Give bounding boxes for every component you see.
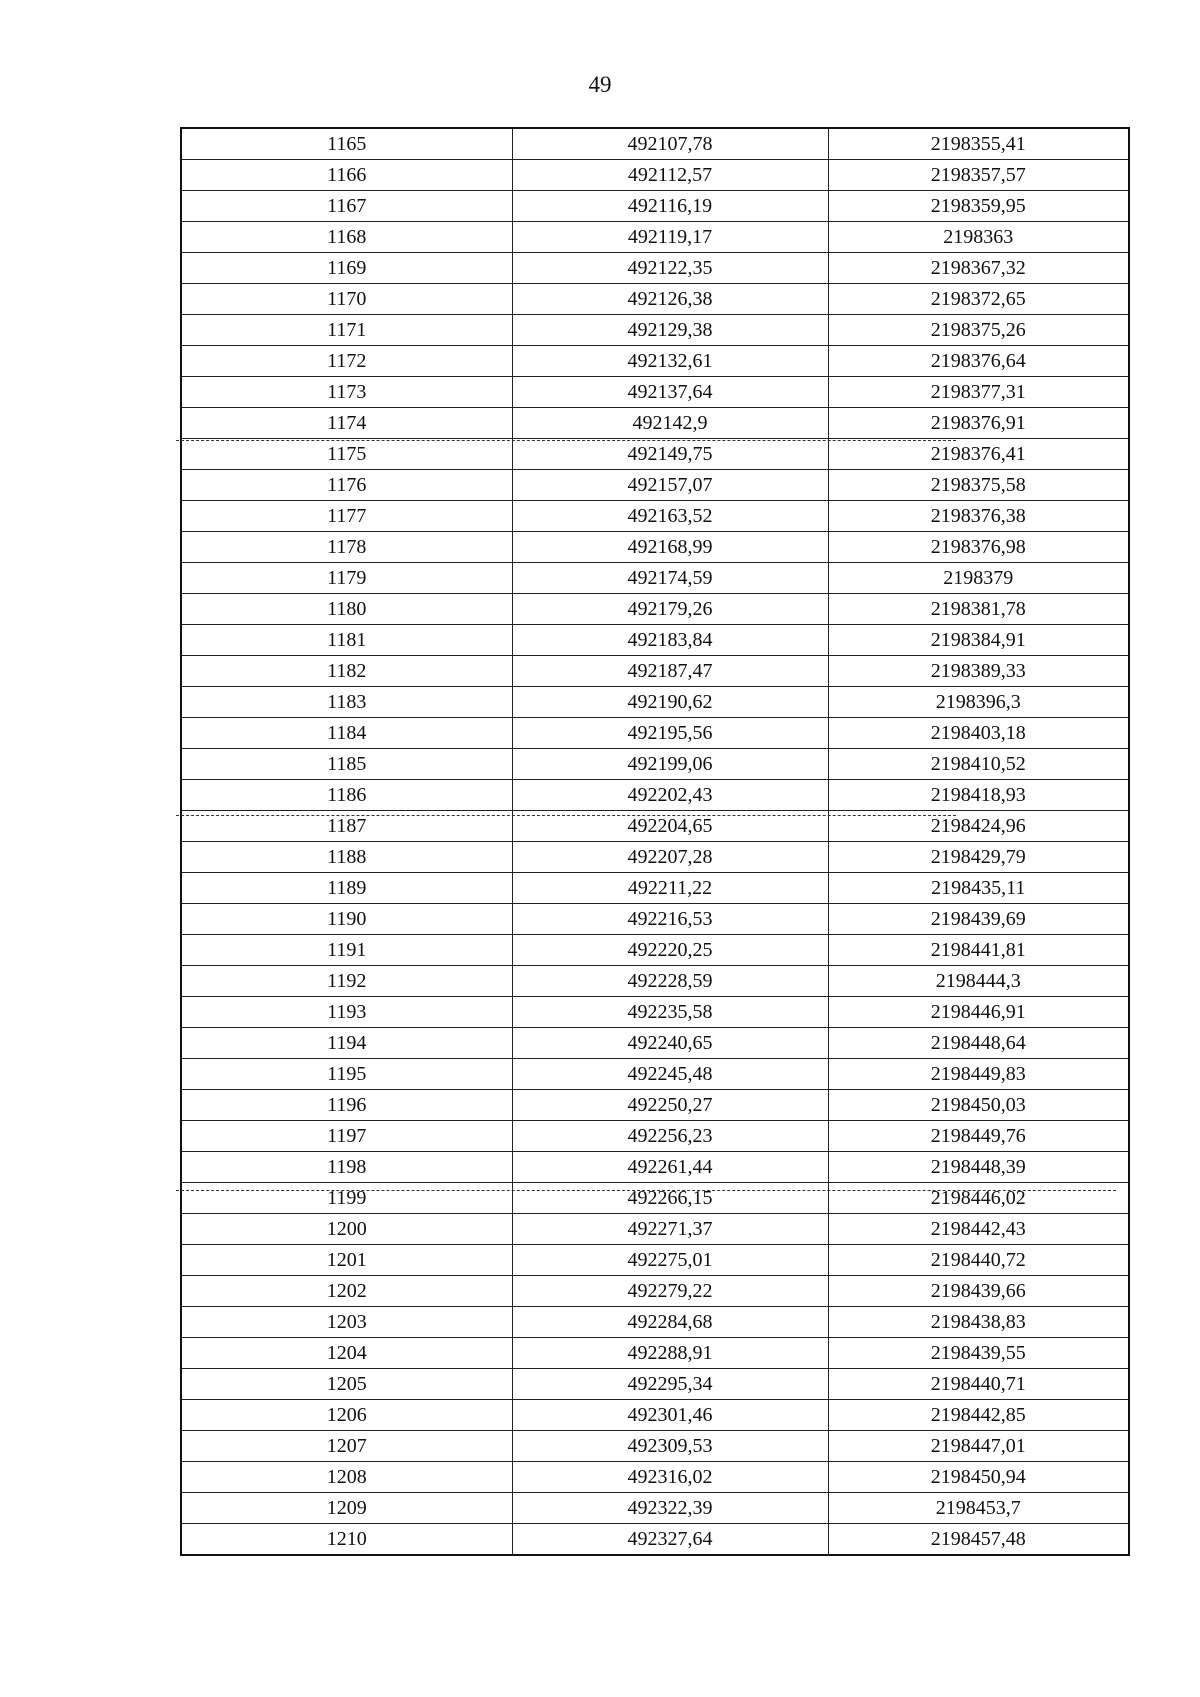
x-coordinate-cell: 492168,99 xyxy=(512,532,828,563)
x-coordinate-cell: 492316,02 xyxy=(512,1462,828,1493)
x-coordinate-cell: 492211,22 xyxy=(512,873,828,904)
page-break-line xyxy=(176,1190,1116,1191)
point-number-cell: 1196 xyxy=(181,1090,512,1121)
table-row xyxy=(181,1152,1129,1183)
x-coordinate-cell: 492207,28 xyxy=(512,842,828,873)
point-number-cell: 1166 xyxy=(181,160,512,191)
x-coordinate-cell: 492116,19 xyxy=(512,191,828,222)
x-coordinate-cell: 492126,38 xyxy=(512,284,828,315)
x-coordinate-cell: 492190,62 xyxy=(512,687,828,718)
table-row xyxy=(181,191,1129,222)
table-row xyxy=(181,315,1129,346)
page-break-line xyxy=(176,440,956,441)
table-row xyxy=(181,501,1129,532)
table-row xyxy=(181,1369,1129,1400)
point-number-cell: 1194 xyxy=(181,1028,512,1059)
point-number-cell: 1181 xyxy=(181,625,512,656)
point-number-cell: 1172 xyxy=(181,346,512,377)
y-coordinate-cell: 2198440,71 xyxy=(828,1369,1129,1400)
point-number-cell: 1201 xyxy=(181,1245,512,1276)
point-number-cell: 1187 xyxy=(181,811,512,842)
y-coordinate-cell: 2198410,52 xyxy=(828,749,1129,780)
x-coordinate-cell: 492132,61 xyxy=(512,346,828,377)
table-row xyxy=(181,718,1129,749)
y-coordinate-cell: 2198449,83 xyxy=(828,1059,1129,1090)
y-coordinate-cell: 2198449,76 xyxy=(828,1121,1129,1152)
table-row xyxy=(181,1059,1129,1090)
table-row xyxy=(181,1493,1129,1524)
point-number-cell: 1182 xyxy=(181,656,512,687)
x-coordinate-cell: 492261,44 xyxy=(512,1152,828,1183)
x-coordinate-cell: 492309,53 xyxy=(512,1431,828,1462)
table-row xyxy=(181,842,1129,873)
x-coordinate-cell: 492137,64 xyxy=(512,377,828,408)
table-row xyxy=(181,997,1129,1028)
y-coordinate-cell: 2198363 xyxy=(828,222,1129,253)
table-row xyxy=(181,966,1129,997)
point-number-cell: 1197 xyxy=(181,1121,512,1152)
x-coordinate-cell: 492129,38 xyxy=(512,315,828,346)
point-number-cell: 1209 xyxy=(181,1493,512,1524)
point-number-cell: 1203 xyxy=(181,1307,512,1338)
point-number-cell: 1191 xyxy=(181,935,512,966)
y-coordinate-cell: 2198441,81 xyxy=(828,935,1129,966)
y-coordinate-cell: 2198438,83 xyxy=(828,1307,1129,1338)
point-number-cell: 1171 xyxy=(181,315,512,346)
x-coordinate-cell: 492327,64 xyxy=(512,1524,828,1556)
x-coordinate-cell: 492163,52 xyxy=(512,501,828,532)
y-coordinate-cell: 2198418,93 xyxy=(828,780,1129,811)
y-coordinate-cell: 2198429,79 xyxy=(828,842,1129,873)
x-coordinate-cell: 492240,65 xyxy=(512,1028,828,1059)
y-coordinate-cell: 2198444,3 xyxy=(828,966,1129,997)
point-number-cell: 1207 xyxy=(181,1431,512,1462)
y-coordinate-cell: 2198446,91 xyxy=(828,997,1129,1028)
point-number-cell: 1199 xyxy=(181,1183,512,1214)
y-coordinate-cell: 2198440,72 xyxy=(828,1245,1129,1276)
point-number-cell: 1170 xyxy=(181,284,512,315)
x-coordinate-cell: 492199,06 xyxy=(512,749,828,780)
coordinates-table xyxy=(180,127,1130,1556)
table-row xyxy=(181,1462,1129,1493)
point-number-cell: 1173 xyxy=(181,377,512,408)
point-number-cell: 1188 xyxy=(181,842,512,873)
table-row xyxy=(181,222,1129,253)
y-coordinate-cell: 2198439,69 xyxy=(828,904,1129,935)
point-number-cell: 1195 xyxy=(181,1059,512,1090)
x-coordinate-cell: 492271,37 xyxy=(512,1214,828,1245)
x-coordinate-cell: 492301,46 xyxy=(512,1400,828,1431)
y-coordinate-cell: 2198448,64 xyxy=(828,1028,1129,1059)
table-row xyxy=(181,1028,1129,1059)
point-number-cell: 1178 xyxy=(181,532,512,563)
point-number-cell: 1169 xyxy=(181,253,512,284)
y-coordinate-cell: 2198372,65 xyxy=(828,284,1129,315)
table-row xyxy=(181,1338,1129,1369)
y-coordinate-cell: 2198376,38 xyxy=(828,501,1129,532)
table-row xyxy=(181,1276,1129,1307)
y-coordinate-cell: 2198384,91 xyxy=(828,625,1129,656)
point-number-cell: 1177 xyxy=(181,501,512,532)
x-coordinate-cell: 492107,78 xyxy=(512,128,828,160)
x-coordinate-cell: 492275,01 xyxy=(512,1245,828,1276)
point-number-cell: 1184 xyxy=(181,718,512,749)
y-coordinate-cell: 2198453,7 xyxy=(828,1493,1129,1524)
x-coordinate-cell: 492149,75 xyxy=(512,439,828,470)
table-row xyxy=(181,1090,1129,1121)
y-coordinate-cell: 2198442,85 xyxy=(828,1400,1129,1431)
point-number-cell: 1190 xyxy=(181,904,512,935)
y-coordinate-cell: 2198379 xyxy=(828,563,1129,594)
x-coordinate-cell: 492216,53 xyxy=(512,904,828,935)
x-coordinate-cell: 492284,68 xyxy=(512,1307,828,1338)
x-coordinate-cell: 492142,9 xyxy=(512,408,828,439)
x-coordinate-cell: 492122,35 xyxy=(512,253,828,284)
x-coordinate-cell: 492295,34 xyxy=(512,1369,828,1400)
point-number-cell: 1179 xyxy=(181,563,512,594)
table-row xyxy=(181,749,1129,780)
y-coordinate-cell: 2198376,98 xyxy=(828,532,1129,563)
table-row xyxy=(181,1214,1129,1245)
x-coordinate-cell: 492322,39 xyxy=(512,1493,828,1524)
point-number-cell: 1185 xyxy=(181,749,512,780)
y-coordinate-cell: 2198439,55 xyxy=(828,1338,1129,1369)
table-row xyxy=(181,687,1129,718)
y-coordinate-cell: 2198448,39 xyxy=(828,1152,1129,1183)
x-coordinate-cell: 492183,84 xyxy=(512,625,828,656)
x-coordinate-cell: 492228,59 xyxy=(512,966,828,997)
x-coordinate-cell: 492157,07 xyxy=(512,470,828,501)
table-row xyxy=(181,1121,1129,1152)
point-number-cell: 1192 xyxy=(181,966,512,997)
x-coordinate-cell: 492174,59 xyxy=(512,563,828,594)
point-number-cell: 1168 xyxy=(181,222,512,253)
point-number-cell: 1174 xyxy=(181,408,512,439)
table-row xyxy=(181,873,1129,904)
table-row xyxy=(181,284,1129,315)
point-number-cell: 1183 xyxy=(181,687,512,718)
table-row xyxy=(181,532,1129,563)
point-number-cell: 1206 xyxy=(181,1400,512,1431)
table-row xyxy=(181,128,1129,160)
x-coordinate-cell: 492187,47 xyxy=(512,656,828,687)
table-row xyxy=(181,594,1129,625)
y-coordinate-cell: 2198376,91 xyxy=(828,408,1129,439)
point-number-cell: 1193 xyxy=(181,997,512,1028)
x-coordinate-cell: 492179,26 xyxy=(512,594,828,625)
x-coordinate-cell: 492279,22 xyxy=(512,1276,828,1307)
y-coordinate-cell: 2198357,57 xyxy=(828,160,1129,191)
point-number-cell: 1175 xyxy=(181,439,512,470)
table-row xyxy=(181,935,1129,966)
x-coordinate-cell: 492250,27 xyxy=(512,1090,828,1121)
y-coordinate-cell: 2198367,32 xyxy=(828,253,1129,284)
point-number-cell: 1210 xyxy=(181,1524,512,1556)
table-row xyxy=(181,904,1129,935)
table-row xyxy=(181,470,1129,501)
coordinates-table-body xyxy=(181,128,1129,1555)
point-number-cell: 1165 xyxy=(181,128,512,160)
table-row xyxy=(181,1524,1129,1556)
y-coordinate-cell: 2198435,11 xyxy=(828,873,1129,904)
table-row xyxy=(181,780,1129,811)
y-coordinate-cell: 2198377,31 xyxy=(828,377,1129,408)
y-coordinate-cell: 2198355,41 xyxy=(828,128,1129,160)
point-number-cell: 1204 xyxy=(181,1338,512,1369)
table-row xyxy=(181,1400,1129,1431)
y-coordinate-cell: 2198396,3 xyxy=(828,687,1129,718)
y-coordinate-cell: 2198376,64 xyxy=(828,346,1129,377)
point-number-cell: 1167 xyxy=(181,191,512,222)
y-coordinate-cell: 2198375,26 xyxy=(828,315,1129,346)
x-coordinate-cell: 492204,65 xyxy=(512,811,828,842)
table-row xyxy=(181,1245,1129,1276)
y-coordinate-cell: 2198381,78 xyxy=(828,594,1129,625)
y-coordinate-cell: 2198424,96 xyxy=(828,811,1129,842)
x-coordinate-cell: 492256,23 xyxy=(512,1121,828,1152)
point-number-cell: 1202 xyxy=(181,1276,512,1307)
point-number-cell: 1205 xyxy=(181,1369,512,1400)
table-row xyxy=(181,1183,1129,1214)
point-number-cell: 1200 xyxy=(181,1214,512,1245)
y-coordinate-cell: 2198442,43 xyxy=(828,1214,1129,1245)
table-row xyxy=(181,408,1129,439)
point-number-cell: 1189 xyxy=(181,873,512,904)
x-coordinate-cell: 492245,48 xyxy=(512,1059,828,1090)
table-row xyxy=(181,625,1129,656)
x-coordinate-cell: 492202,43 xyxy=(512,780,828,811)
table-row xyxy=(181,439,1129,470)
y-coordinate-cell: 2198359,95 xyxy=(828,191,1129,222)
point-number-cell: 1198 xyxy=(181,1152,512,1183)
y-coordinate-cell: 2198450,94 xyxy=(828,1462,1129,1493)
y-coordinate-cell: 2198376,41 xyxy=(828,439,1129,470)
point-number-cell: 1208 xyxy=(181,1462,512,1493)
y-coordinate-cell: 2198457,48 xyxy=(828,1524,1129,1556)
table-row xyxy=(181,563,1129,594)
point-number-cell: 1186 xyxy=(181,780,512,811)
page-break-line xyxy=(176,815,956,816)
table-row xyxy=(181,1431,1129,1462)
x-coordinate-cell: 492235,58 xyxy=(512,997,828,1028)
x-coordinate-cell: 492220,25 xyxy=(512,935,828,966)
x-coordinate-cell: 492112,57 xyxy=(512,160,828,191)
point-number-cell: 1180 xyxy=(181,594,512,625)
table-row xyxy=(181,160,1129,191)
y-coordinate-cell: 2198450,03 xyxy=(828,1090,1129,1121)
point-number-cell: 1176 xyxy=(181,470,512,501)
y-coordinate-cell: 2198447,01 xyxy=(828,1431,1129,1462)
table-row xyxy=(181,253,1129,284)
table-row xyxy=(181,377,1129,408)
y-coordinate-cell: 2198389,33 xyxy=(828,656,1129,687)
table-row xyxy=(181,656,1129,687)
x-coordinate-cell: 492195,56 xyxy=(512,718,828,749)
y-coordinate-cell: 2198439,66 xyxy=(828,1276,1129,1307)
y-coordinate-cell: 2198403,18 xyxy=(828,718,1129,749)
table-row xyxy=(181,346,1129,377)
y-coordinate-cell: 2198375,58 xyxy=(828,470,1129,501)
page-number: 49 xyxy=(588,72,612,97)
x-coordinate-cell: 492119,17 xyxy=(512,222,828,253)
x-coordinate-cell: 492266,15 xyxy=(512,1183,828,1214)
y-coordinate-cell: 2198446,02 xyxy=(828,1183,1129,1214)
table-row xyxy=(181,1307,1129,1338)
x-coordinate-cell: 492288,91 xyxy=(512,1338,828,1369)
